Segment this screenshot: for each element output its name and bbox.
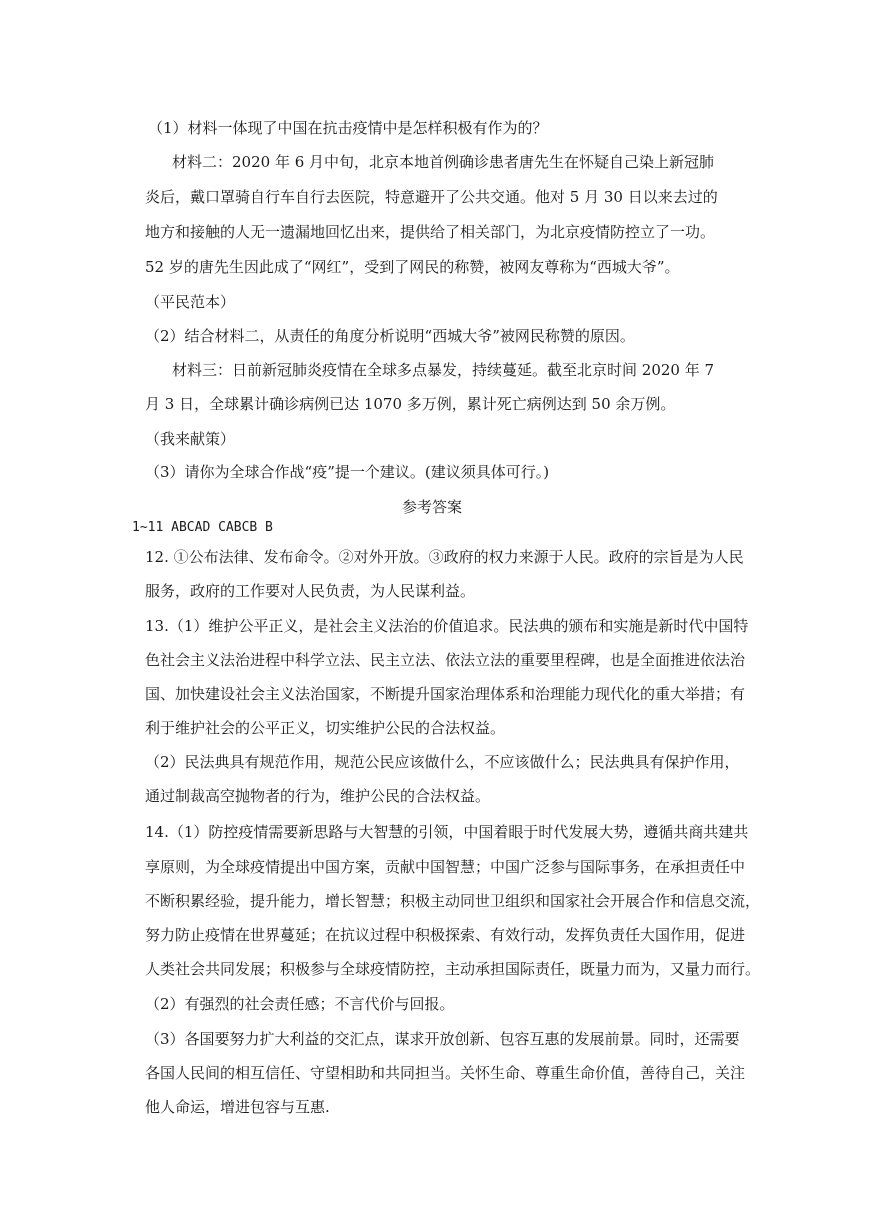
choice-answers: 1~11 ABCAD CABCB B — [132, 520, 273, 535]
answer-14-2: （2）有强烈的社会责任感；不言代价与回报。 — [145, 995, 455, 1013]
answers-title: 参考答案 — [402, 498, 463, 516]
material-2-line: 地方和接触的人无一遗漏地回忆出来，提供给了相关部门，为北京疫情防控立了一功。 — [145, 223, 716, 241]
material-2-line: 炎后，戴口罩骑自行车自行去医院，特意避开了公共交通。他对 5 月 30 日以来去过的 — [145, 188, 718, 206]
answer-13-2-line: 通过制裁高空抛物者的行为，维护公民的合法权益。 — [145, 787, 491, 805]
material-2-line: 52 岁的唐先生因此成了“网红”，受到了网民的称赞，被网友尊称为“西城大爷”。 — [145, 258, 680, 276]
answer-14-3-line: 他人命运，增进包容与互惠. — [145, 1098, 330, 1116]
section-advice-label: （我来献策） — [145, 430, 236, 448]
question-2: （2）结合材料二，从责任的角度分析说明“西城大爷”被网民称赞的原因。 — [145, 327, 635, 345]
answer-12-line: 服务，政府的工作要对人民负责，为人民谋利益。 — [145, 582, 476, 600]
material-3-line: 月 3 日，全球累计确诊病例已达 1070 多万例，累计死亡病例达到 50 余万例。 — [145, 395, 676, 413]
answer-14-1-line: 14.（1）防控疫情需要新思路与大智慧的引领，中国着眼于时代发展大势，遵循共商共建共 — [145, 823, 749, 841]
answer-13-1-line: 利于维护社会的公平正义，切实维护公民的合法权益。 — [145, 719, 506, 737]
answer-14-3-line: 各国人民间的相互信任、守望相助和共同担当。关怀生命、尊重生命价值，善待自己，关注 — [145, 1064, 746, 1082]
question-3: （3）请你为全球合作战“疫”提一个建议。(建议须具体可行。) — [145, 463, 550, 481]
answer-13-1-line: 国、加快建设社会主义法治国家，不断提升国家治理体系和治理能力现代化的重大举措；有 — [145, 685, 746, 703]
answer-13-1-line: 13.（1）维护公平正义，是社会主义法治的价值追求。民法典的颁布和实施是新时代中国特 — [145, 617, 749, 635]
answer-13-2-line: （2）民法典具有规范作用，规范公民应该做什么，不应该做什么；民法典具有保护作用， — [145, 753, 740, 771]
answer-14-1-line: 不断积累经验，提升能力，增长智慧；积极主动同世卫组织和国家社会开展合作和信息交流， — [145, 892, 761, 910]
question-1: （1）材料一体现了中国在抗击疫情中是怎样积极有作为的？ — [148, 119, 548, 137]
answer-14-1-line: 努力防止疫情在世界蔓延；在抗议过程中积极探索、有效行动，发挥负责任大国作用，促进 — [145, 926, 746, 944]
answer-14-1-line: 人类社会共同发展；积极参与全球疫情防控，主动承担国际责任，既量力而为，又量力而行。 — [145, 960, 761, 978]
answer-13-1-line: 色社会主义法治进程中科学立法、民主立法、依法立法的重要里程碑，也是全面推进依法治 — [145, 651, 746, 669]
material-2-line: 材料二：2020 年 6 月中旬，北京本地首例确诊患者唐先生在怀疑自己染上新冠肺 — [172, 153, 715, 171]
section-civilian-label: （平民范本） — [145, 293, 236, 311]
answer-14-1-line: 享原则，为全球疫情提出中国方案，贡献中国智慧；中国广泛参与国际事务，在承担责任中 — [145, 858, 746, 876]
material-3-line: 材料三：日前新冠肺炎疫情在全球多点暴发，持续蔓延。截至北京时间 2020 年 7 — [172, 361, 715, 379]
answer-12-line: 12. ①公布法律、发布命令。②对外开放。③政府的权力来源于人民。政府的宗旨是为人民 — [145, 548, 744, 566]
answer-14-3-line: （3）各国要努力扩大利益的交汇点，谋求开放创新、包容互惠的发展前景。同时，还需要 — [145, 1030, 740, 1048]
